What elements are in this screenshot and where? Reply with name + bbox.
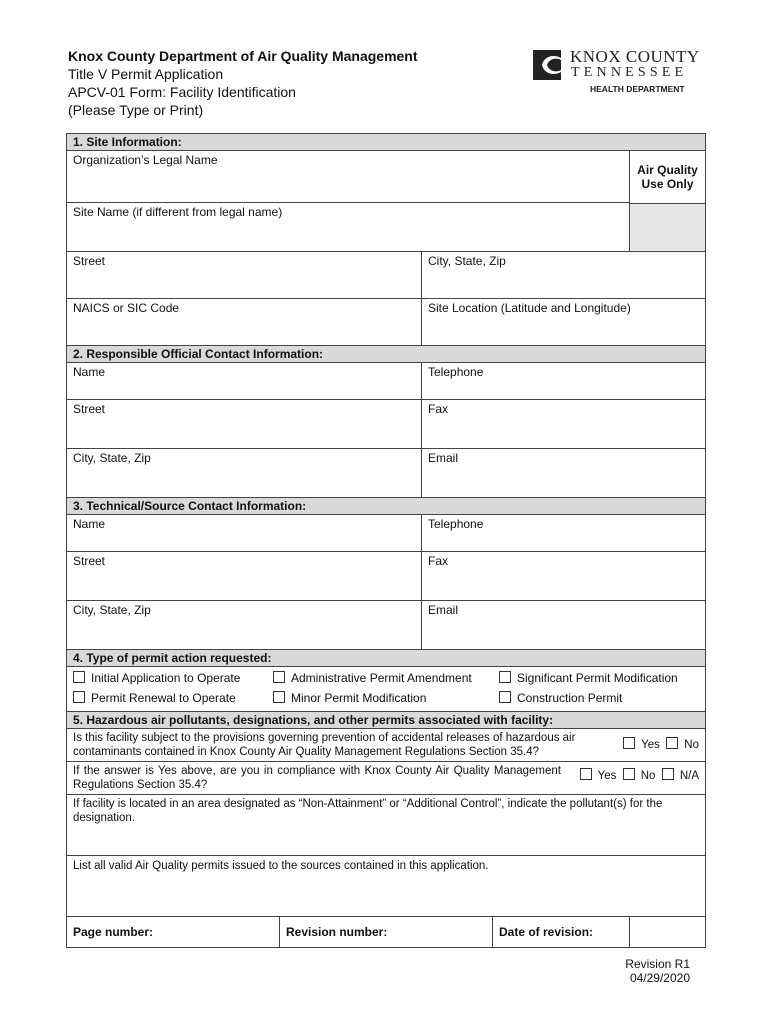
q2-no-checkbox-icon[interactable] (623, 768, 635, 780)
initial-application-option[interactable] (73, 671, 240, 685)
ro-telephone-label: Telephone (428, 365, 484, 379)
q1-text: Is this facility subject to the provisions governing prevention of accidental releases of hazardous air contaminants contained in Knox County Air Quality Management Regulations Section 35.4? (73, 732, 576, 758)
tech-name-field[interactable] (67, 515, 422, 552)
q4-text: List all valid Air Quality permits issued to the sources contained in this application. (73, 860, 489, 872)
knox-county-logo (530, 47, 710, 97)
q2-na-checkbox-icon[interactable] (662, 768, 674, 780)
q2-na-label: N/A (679, 770, 699, 782)
ro-fax-field[interactable] (422, 400, 706, 449)
ro-name-label: Name (73, 365, 106, 379)
site-location-label: Site Location (Latitude and Longitude) (428, 301, 631, 315)
admin-amendment-option[interactable] (273, 671, 472, 685)
section-4-heading: 4. Type of permit action requested: (67, 650, 706, 667)
permit-options-row-1 (67, 667, 706, 690)
checkbox-icon[interactable] (273, 671, 285, 683)
air-quality-use-only (630, 151, 706, 252)
q2-answers (580, 768, 699, 782)
revision-number-field[interactable] (280, 917, 493, 947)
checkbox-icon[interactable] (499, 691, 511, 703)
ro-city-label: City, State, Zip (73, 451, 151, 465)
site-street-field[interactable] (67, 252, 422, 299)
logo-county: KNOX COUNTY (570, 47, 700, 66)
tech-email-field[interactable] (422, 601, 706, 650)
revision-label: Revision R1 (625, 957, 690, 971)
q1-yes-label: Yes (641, 739, 660, 751)
form-instructions: (Please Type or Print) (68, 102, 204, 118)
section-3-heading: 3. Technical/Source Contact Information: (67, 498, 706, 515)
page-number-label: Page number: (73, 925, 154, 939)
option-label: Administrative Permit Amendment (291, 671, 472, 685)
checkbox-icon[interactable] (73, 671, 85, 683)
valid-permits-field[interactable] (67, 856, 706, 917)
ro-email-label: Email (428, 451, 459, 465)
agency-title: Knox County Department of Air Quality Management (68, 48, 418, 64)
tech-street-label: Street (73, 554, 106, 568)
checkbox-icon[interactable] (273, 691, 285, 703)
q2-text: If the answer is Yes above, are you in compliance with Knox County Air Quality Management Regulations Section 35.4? (73, 765, 561, 791)
site-name-field[interactable] (67, 203, 630, 252)
naics-sic-field[interactable] (67, 299, 422, 346)
site-city-label: City, State, Zip (428, 254, 506, 268)
naics-label: NAICS or SIC Code (73, 301, 180, 315)
section-5-heading: 5. Hazardous air pollutants, designations, and other permits associated with facility: (67, 712, 706, 729)
significant-modification-option[interactable] (499, 671, 678, 685)
tech-street-field[interactable] (67, 552, 422, 601)
q2-yes-checkbox-icon[interactable] (580, 768, 592, 780)
ro-telephone-field[interactable] (422, 363, 706, 400)
facility-identification-form (66, 133, 706, 948)
tech-telephone-field[interactable] (422, 515, 706, 552)
ro-fax-label: Fax (428, 402, 449, 416)
q1-yes-checkbox-icon[interactable] (623, 737, 635, 749)
tech-city-label: City, State, Zip (73, 603, 151, 617)
q1-answers (623, 737, 699, 751)
q3-text: If facility is located in an area designated as “Non-Attainment” or “Additional Control”, indicate the pollutant(s) for the designation. (73, 798, 663, 824)
ro-street-label: Street (73, 402, 106, 416)
page-number-field[interactable] (67, 917, 280, 948)
site-city-state-zip-field[interactable] (422, 252, 706, 299)
tech-telephone-label: Telephone (428, 517, 484, 531)
option-label: Initial Application to Operate (91, 671, 241, 685)
permit-renewal-option[interactable] (73, 691, 236, 705)
site-street-label: Street (73, 254, 106, 268)
tech-name-label: Name (73, 517, 106, 531)
revision-info (625, 957, 690, 985)
health-department-emblem-icon (530, 48, 564, 82)
document-header (68, 47, 418, 119)
accidental-release-question (67, 729, 706, 762)
minor-modification-option[interactable] (273, 691, 426, 705)
site-name-label: Site Name (if different from legal name) (73, 205, 283, 220)
construction-permit-option[interactable] (499, 691, 622, 705)
aq-use-label: Air Quality Use Only (637, 163, 698, 191)
revision-number-label: Revision number: (286, 925, 388, 939)
revision-date: 04/29/2020 (629, 971, 690, 985)
ro-email-field[interactable] (422, 449, 706, 498)
q1-no-checkbox-icon[interactable] (666, 737, 678, 749)
option-label: Construction Permit (517, 691, 623, 705)
date-of-revision-field[interactable] (493, 917, 630, 947)
ro-city-state-zip-field[interactable] (67, 449, 422, 498)
logo-state: TENNESSEE (571, 65, 688, 80)
q2-no-label: No (640, 770, 656, 782)
form-name: APCV-01 Form: Facility Identification (68, 84, 296, 100)
tech-city-state-zip-field[interactable] (67, 601, 422, 650)
option-label: Permit Renewal to Operate (91, 691, 236, 705)
logo-department: HEALTH DEPARTMENT (590, 84, 685, 94)
q1-no-label: No (684, 739, 699, 751)
form-subtitle: Title V Permit Application (68, 66, 224, 82)
org-legal-name-field[interactable] (67, 151, 630, 203)
ro-name-field[interactable] (67, 363, 422, 400)
org-legal-name-label: Organization’s Legal Name (73, 153, 218, 167)
tech-email-label: Email (428, 603, 459, 617)
non-attainment-field[interactable] (67, 795, 706, 856)
option-label: Significant Permit Modification (517, 671, 678, 685)
checkbox-icon[interactable] (499, 671, 511, 683)
revision-fields (280, 917, 630, 948)
tech-fax-label: Fax (428, 554, 449, 568)
q2-yes-label: Yes (597, 770, 617, 782)
tech-fax-field[interactable] (422, 552, 706, 601)
date-of-revision-field-extension[interactable] (630, 917, 706, 948)
compliance-question (67, 762, 706, 795)
permit-options-row-2 (67, 689, 706, 712)
section-1-heading: 1. Site Information: (67, 134, 706, 151)
site-location-field[interactable] (422, 299, 706, 346)
checkbox-icon[interactable] (73, 691, 85, 703)
ro-street-field[interactable] (67, 400, 422, 449)
option-label: Minor Permit Modification (291, 691, 427, 705)
date-of-revision-label: Date of revision: (499, 925, 594, 939)
section-2-heading: 2. Responsible Official Contact Information: (67, 346, 706, 363)
